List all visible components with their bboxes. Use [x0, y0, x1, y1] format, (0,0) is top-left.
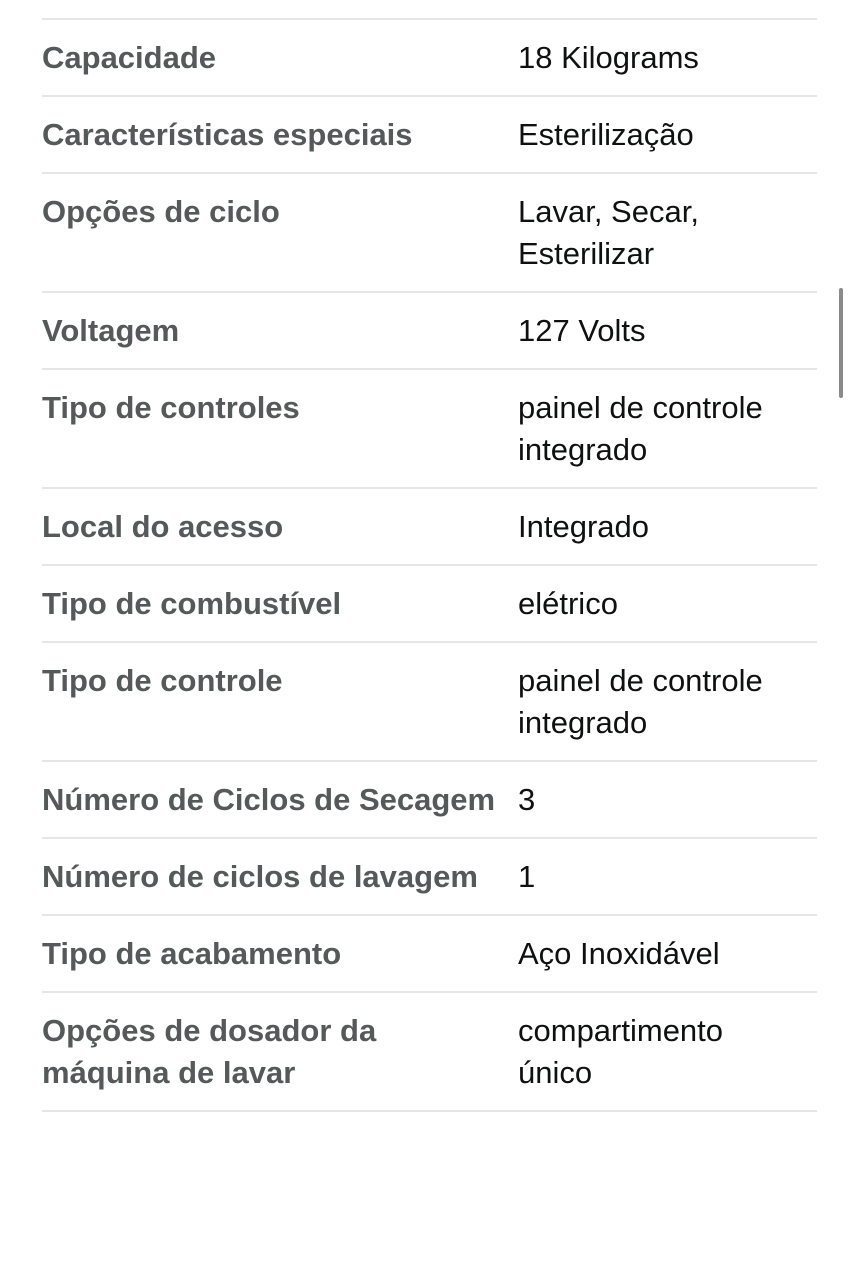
spec-value: painel de controle integrado [518, 663, 763, 740]
spec-value: Esterilização [518, 117, 694, 152]
spec-value: Aço Inoxidável [518, 936, 720, 971]
spec-row-opcoes-de-dosador [42, 993, 817, 1112]
spec-value: Integrado [518, 509, 649, 544]
spec-row-caracteristicas-especiais [42, 97, 817, 174]
spec-row-tipo-de-controle [42, 643, 817, 762]
spec-label: Opções de dosador da máquina de lavar [42, 1013, 377, 1090]
spec-label: Tipo de controles [42, 390, 300, 425]
spec-row-capacidade [42, 20, 817, 97]
spec-value: painel de controle integrado [518, 390, 763, 467]
spec-label: Tipo de combustível [42, 586, 342, 621]
spec-value: 3 [518, 782, 536, 817]
spec-row-tipo-de-acabamento [42, 916, 817, 993]
spec-value: 1 [518, 859, 536, 894]
spec-value: Lavar, Secar, Esterilizar [518, 194, 699, 271]
spec-label: Voltagem [42, 313, 180, 348]
spec-label: Número de ciclos de lavagem [42, 859, 478, 894]
spec-value: 18 Kilograms [518, 40, 699, 75]
spec-value: elétrico [518, 586, 618, 621]
spec-label: Opções de ciclo [42, 194, 280, 229]
spec-row-voltagem [42, 293, 817, 370]
spec-label: Características especiais [42, 117, 413, 152]
spec-label: Tipo de controle [42, 663, 283, 698]
spec-row-numero-ciclos-secagem [42, 762, 817, 839]
spec-label: Número de Ciclos de Secagem [42, 782, 496, 817]
spec-label: Local do acesso [42, 509, 284, 544]
spec-row-tipo-de-combustivel [42, 566, 817, 643]
scrollbar-thumb[interactable] [839, 288, 843, 398]
spec-row-opcoes-de-ciclo [42, 174, 817, 293]
spec-label: Capacidade [42, 40, 217, 75]
spec-row-local-do-acesso [42, 489, 817, 566]
spec-row-numero-ciclos-lavagem [42, 839, 817, 916]
spec-row-tipo-de-controles [42, 370, 817, 489]
spec-value: compartimento único [518, 1013, 724, 1090]
spec-label: Tipo de acabamento [42, 936, 342, 971]
spec-value: 127 Volts [518, 313, 646, 348]
product-specs-table [42, 18, 817, 1112]
